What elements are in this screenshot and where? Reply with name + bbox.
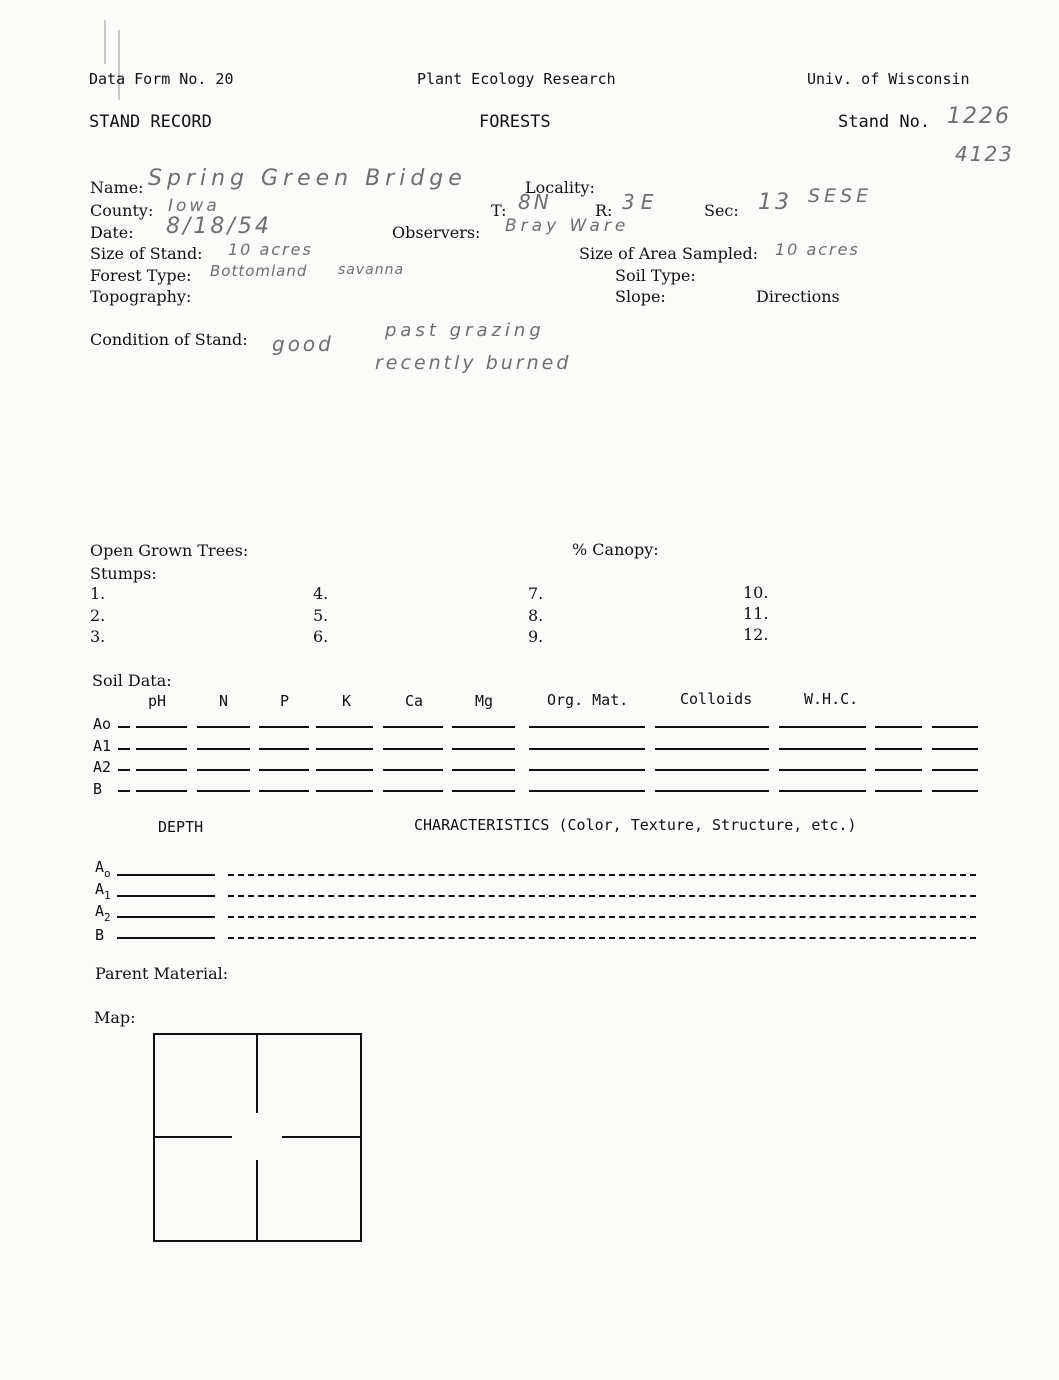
- stump-number: 12.: [743, 625, 769, 644]
- forest-type-label: Forest Type:: [90, 266, 192, 285]
- org-name: Plant Ecology Research: [417, 70, 616, 88]
- stump-number: 7.: [528, 584, 544, 603]
- soil-entry-line: [383, 726, 443, 728]
- soil-entry-line: [316, 726, 373, 728]
- stump-number: 6.: [313, 627, 329, 646]
- soil-data-title: Soil Data:: [92, 671, 172, 690]
- size-of-stand-label: Size of Stand:: [90, 244, 203, 263]
- char-row-label: $A_o$: [95, 858, 111, 880]
- soil-entry-line: [529, 748, 645, 750]
- county-label: County:: [90, 201, 154, 220]
- soil-column-header: Org. Mat.: [547, 691, 629, 709]
- soil-entry-line: [932, 769, 978, 771]
- slope-label: Slope:: [615, 287, 666, 306]
- char-row-label: B: [95, 926, 105, 944]
- stump-number: 11.: [743, 604, 769, 623]
- soil-entry-line: [259, 790, 309, 792]
- soil-entry-line: [529, 790, 645, 792]
- area-sampled-value: 10 acres: [775, 240, 860, 259]
- stand-number-value-2: 4123: [955, 142, 1014, 166]
- section-value-2: SESE: [808, 185, 873, 207]
- soil-entry-line: [316, 769, 373, 771]
- depth-entry-line: [117, 916, 215, 918]
- soil-entry-line: [655, 790, 769, 792]
- map-horizontal-divider: [155, 1136, 232, 1138]
- soil-entry-line: [655, 769, 769, 771]
- condition-label: Condition of Stand:: [90, 330, 248, 349]
- name-value: Spring Green Bridge: [148, 166, 467, 191]
- characteristics-entry-line: [228, 895, 976, 897]
- soil-row-label: A2: [93, 758, 112, 776]
- soil-entry-line: [136, 769, 187, 771]
- range-label: R:: [595, 201, 613, 220]
- soil-column-header: Colloids: [680, 690, 753, 708]
- soil-entry-line: [118, 769, 130, 771]
- soil-column-header: Mg: [475, 692, 494, 710]
- observers-value: Bray Ware: [505, 216, 630, 236]
- depth-header: DEPTH: [158, 818, 204, 836]
- soil-entry-line: [779, 790, 866, 792]
- soil-entry-line: [197, 790, 250, 792]
- name-label: Name:: [90, 178, 144, 197]
- soil-column-header: N: [219, 692, 229, 710]
- township-label: T:: [491, 201, 507, 220]
- soil-entry-line: [932, 748, 978, 750]
- soil-entry-line: [452, 748, 515, 750]
- soil-entry-line: [779, 726, 866, 728]
- size-of-stand-value: 10 acres: [228, 240, 313, 259]
- stump-number: 4.: [313, 584, 329, 603]
- condition-note-1: past grazing: [385, 320, 545, 341]
- soil-column-header: Ca: [405, 692, 424, 710]
- condition-note-2: recently burned: [375, 352, 572, 374]
- soil-entry-line: [452, 726, 515, 728]
- soil-entry-line: [779, 748, 866, 750]
- map-vertical-divider: [256, 1160, 258, 1240]
- soil-entry-line: [529, 726, 645, 728]
- stand-number-label: Stand No.: [838, 112, 931, 132]
- date-label: Date:: [90, 223, 134, 242]
- soil-column-header: pH: [148, 692, 167, 710]
- soil-entry-line: [259, 748, 309, 750]
- observers-label: Observers:: [392, 223, 481, 242]
- soil-entry-line: [655, 748, 769, 750]
- open-grown-trees-label: Open Grown Trees:: [90, 541, 249, 560]
- soil-entry-line: [452, 769, 515, 771]
- map-horizontal-divider: [282, 1136, 360, 1138]
- depth-entry-line: [117, 874, 215, 876]
- stump-number: 10.: [743, 583, 769, 602]
- soil-entry-line: [197, 748, 250, 750]
- form-number: Data Form No. 20: [89, 70, 234, 88]
- soil-row-label: A1: [93, 737, 112, 755]
- char-row-label: $A_1$: [95, 880, 111, 902]
- characteristics-entry-line: [228, 916, 976, 918]
- soil-entry-line: [136, 726, 187, 728]
- soil-entry-line: [383, 790, 443, 792]
- soil-column-header: K: [342, 692, 352, 710]
- soil-entry-line: [452, 790, 515, 792]
- forest-type-value-2: savanna: [338, 262, 405, 278]
- stump-number: 5.: [313, 606, 329, 625]
- depth-entry-line: [117, 937, 215, 939]
- depth-entry-line: [117, 895, 215, 897]
- section-value: 13: [758, 190, 792, 215]
- characteristics-entry-line: [228, 874, 976, 876]
- date-value: 8/18/54: [166, 214, 272, 239]
- range-value: 3E: [622, 190, 660, 214]
- soil-entry-line: [316, 790, 373, 792]
- soil-entry-line: [932, 790, 978, 792]
- section-title: FORESTS: [479, 112, 551, 132]
- university: Univ. of Wisconsin: [807, 70, 970, 88]
- soil-entry-line: [118, 748, 130, 750]
- soil-entry-line: [259, 726, 309, 728]
- area-sampled-label: Size of Area Sampled:: [579, 244, 759, 263]
- soil-entry-line: [779, 769, 866, 771]
- soil-entry-line: [875, 748, 922, 750]
- characteristics-entry-line: [228, 937, 976, 939]
- canopy-label: % Canopy:: [572, 540, 659, 559]
- section-label: Sec:: [704, 201, 739, 220]
- condition-value: good: [272, 332, 334, 356]
- soil-entry-line: [875, 726, 922, 728]
- soil-entry-line: [316, 748, 373, 750]
- locality-label: Locality:: [525, 178, 595, 197]
- map-label: Map:: [94, 1008, 136, 1027]
- forest-type-value: Bottomland: [210, 262, 308, 280]
- soil-entry-line: [118, 790, 130, 792]
- soil-entry-line: [875, 769, 922, 771]
- soil-entry-line: [655, 726, 769, 728]
- township-value: 8N: [518, 190, 552, 214]
- soil-entry-line: [875, 790, 922, 792]
- soil-entry-line: [383, 748, 443, 750]
- soil-row-label: Ao: [93, 715, 112, 733]
- soil-row-label: B: [93, 780, 103, 798]
- pencil-mark: [104, 20, 106, 64]
- pencil-mark: [118, 30, 120, 100]
- char-row-label: $A_2$: [95, 902, 111, 924]
- soil-entry-line: [197, 726, 250, 728]
- topography-label: Topography:: [90, 287, 192, 306]
- soil-entry-line: [136, 748, 187, 750]
- stand-number-value: 1226: [947, 104, 1011, 129]
- soil-entry-line: [118, 726, 130, 728]
- soil-entry-line: [932, 726, 978, 728]
- soil-entry-line: [259, 769, 309, 771]
- soil-entry-line: [529, 769, 645, 771]
- county-value: Iowa: [168, 196, 220, 216]
- soil-type-label: Soil Type:: [615, 266, 696, 285]
- stumps-label: Stumps:: [90, 564, 157, 583]
- map-box: [153, 1033, 362, 1242]
- map-vertical-divider: [256, 1035, 258, 1113]
- soil-entry-line: [136, 790, 187, 792]
- stump-number: 1.: [90, 584, 106, 603]
- stump-number: 2.: [90, 606, 106, 625]
- directions-label: Directions: [756, 287, 840, 306]
- soil-entry-line: [383, 769, 443, 771]
- parent-material-label: Parent Material:: [95, 964, 229, 983]
- stump-number: 8.: [528, 606, 544, 625]
- record-title: STAND RECORD: [89, 112, 212, 132]
- soil-entry-line: [197, 769, 250, 771]
- stump-number: 9.: [528, 627, 544, 646]
- characteristics-header: CHARACTERISTICS (Color, Texture, Structure, etc.): [414, 816, 857, 834]
- soil-column-header: W.H.C.: [804, 690, 859, 708]
- stump-number: 3.: [90, 627, 106, 646]
- soil-column-header: P: [280, 692, 290, 710]
